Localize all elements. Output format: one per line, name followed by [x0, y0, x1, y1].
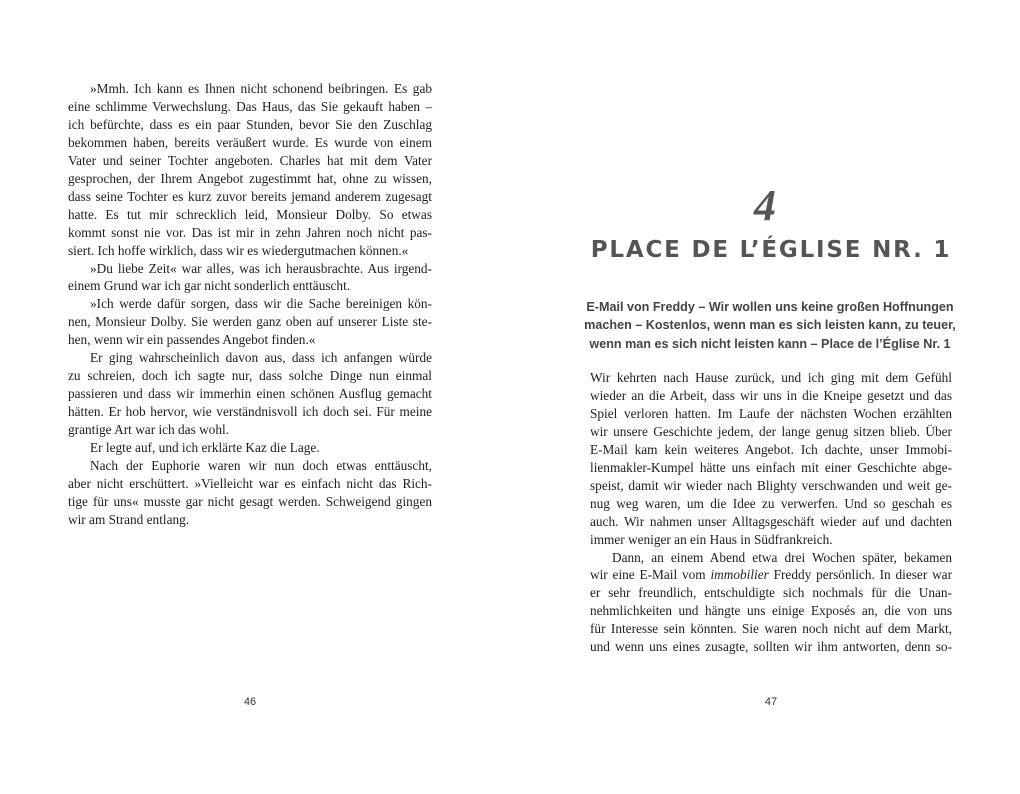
- text-line: bekommen haben, bereits veräußert wurde. Es wurde von einem: [68, 134, 432, 150]
- text-line: und wenn uns eines zusagte, sollten wir ihm antworten, denn so-: [590, 639, 952, 655]
- page-number: 46: [243, 696, 257, 708]
- text-line: ich befürchte, dass es ein paar Stunden, bevor Sie den Zuschlag: [68, 116, 432, 132]
- text-line: einem Grund war ich gar nicht sonderlich enttäuscht.: [68, 278, 351, 294]
- text-line: er sehr freundlich, entschuldigte sich nochmals für die Unan-: [590, 585, 952, 601]
- text-line: speist, damit wir wieder nach Blighty verschwanden und weit ge-: [590, 477, 952, 493]
- text-line: immer weniger an ein Haus in Südfrankreich.: [590, 531, 833, 547]
- text-line: passieren und dass wir immerhin einen schönen Ausflug gemacht: [68, 386, 432, 402]
- text-line: grantige Art war ich das wohl.: [68, 422, 229, 438]
- text-line: »Mmh. Ich kann es Ihnen nicht schonend beibringen. Es gab: [90, 81, 432, 96]
- text-line: eine schlimme Verwechslung. Das Haus, das Sie gekauft haben –: [68, 98, 432, 114]
- text-line: lienmakler-Kumpel hätte uns einfach mit einer Geschichte abge-: [590, 459, 952, 475]
- chapter-number: 4: [754, 181, 776, 230]
- italic-term: immobilier: [710, 567, 769, 583]
- text-line: Nach der Euphorie waren wir nun doch etwas enttäuscht,: [90, 458, 432, 474]
- text-line: Spiel verloren hatten. Im Laufe der nächsten Wochen erzählten: [590, 405, 952, 421]
- text-line: hen, wenn wir ein passendes Angebot finden.«: [68, 332, 316, 348]
- text-line: hatte. Es tut mir schrecklich leid, Monsieur Dolby. So etwas: [68, 206, 432, 222]
- text-line: dass seine Tochter es kurz zuvor bereits jemand anderem zugesagt: [68, 188, 432, 204]
- chapter-summary: [510, 298, 1020, 353]
- text-line: Dann, an einem Abend etwa drei Wochen später, bekamen: [612, 549, 952, 565]
- right-page: [510, 0, 1020, 794]
- text-line: hätten. Er hob hervor, wie verständnisvoll ich doch sei. Für meine: [68, 404, 432, 420]
- text-line: für Interesse sein könnten. Sie waren noch nicht auf dem Markt,: [590, 621, 952, 637]
- text-line: nen, Monsieur Dolby. Sie werden ganz oben auf unserer Liste ste-: [68, 314, 432, 330]
- text-line: [590, 566, 952, 584]
- text-line: wieder an die Arbeit, dass wir uns in die Kneipe gesetzt und das: [590, 387, 952, 403]
- text-line: E-Mail kam kein weiteres Angebot. Ich dachte, unser Immobi-: [590, 441, 952, 457]
- text-line: kommt sonst nie vor. Das ist mir in zehn Jahren noch nicht pas-: [68, 224, 432, 240]
- text-line: Vater und seiner Tochter angeboten. Charles hat mit dem Vater: [68, 152, 432, 168]
- text-line: tige für uns« musste gar nicht gesagt werden. Schweigend gingen: [68, 493, 432, 509]
- body-text: [590, 369, 952, 656]
- text-segment: Freddy persönlich. In dieser war: [768, 567, 952, 583]
- text-line: gesprochen, der Ihrem Angebot zugestimmt hat, ohne zu wissen,: [68, 170, 432, 186]
- chapter-summary-line: machen – Kostenlos, wenn man es sich leisten kann, zu teuer,: [584, 318, 956, 333]
- text-line: nug weg waren, um die Idee zu verwerfen. Und so geschah es: [590, 495, 952, 511]
- page-number: 47: [764, 696, 778, 708]
- text-line: aber nicht erschüttert. »Vielleicht war es einfach nicht das Rich-: [68, 475, 432, 491]
- text-line: wir unsere Geschichte jedem, der lange genug sitzen blieb. Über: [590, 423, 952, 439]
- text-segment: wir eine E-Mail vom: [590, 567, 711, 583]
- text-line: auch. Wir nahmen unser Alltagsgeschäft wieder auf und dachten: [590, 513, 952, 529]
- text-line: siert. Ich hoffe wirklich, dass wir es wiedergutmachen können.«: [68, 242, 409, 258]
- body-text: [68, 80, 432, 529]
- text-line: Er ging wahrscheinlich davon aus, dass ich anfangen würde: [90, 350, 432, 366]
- chapter-title: PLACE DE L’ÉGLISE NR. 1: [590, 237, 952, 263]
- text-line: »Du liebe Zeit« war alles, was ich herausbrachte. Aus irgend-: [90, 260, 432, 276]
- text-line: »Ich werde dafür sorgen, dass wir die Sache bereinigen kön-: [90, 296, 432, 312]
- text-line: zu schreien, doch ich sagte nur, dass solche Dinge nun einmal: [68, 368, 432, 384]
- text-line: wir am Strand entlang.: [68, 511, 190, 527]
- text-line: nehmlichkeiten und hängte uns einige Exposés an, die von uns: [590, 603, 952, 619]
- chapter-summary-line: wenn man es sich nicht leisten kann – Place de l’Église Nr. 1: [589, 336, 951, 351]
- chapter-summary-line: E-Mail von Freddy – Wir wollen uns keine großen Hoffnungen: [586, 300, 954, 314]
- text-line: Er legte auf, und ich erklärte Kaz die Lage.: [90, 440, 320, 456]
- text-line: Wir kehrten nach Hause zurück, und ich ging mit dem Gefühl: [590, 370, 952, 385]
